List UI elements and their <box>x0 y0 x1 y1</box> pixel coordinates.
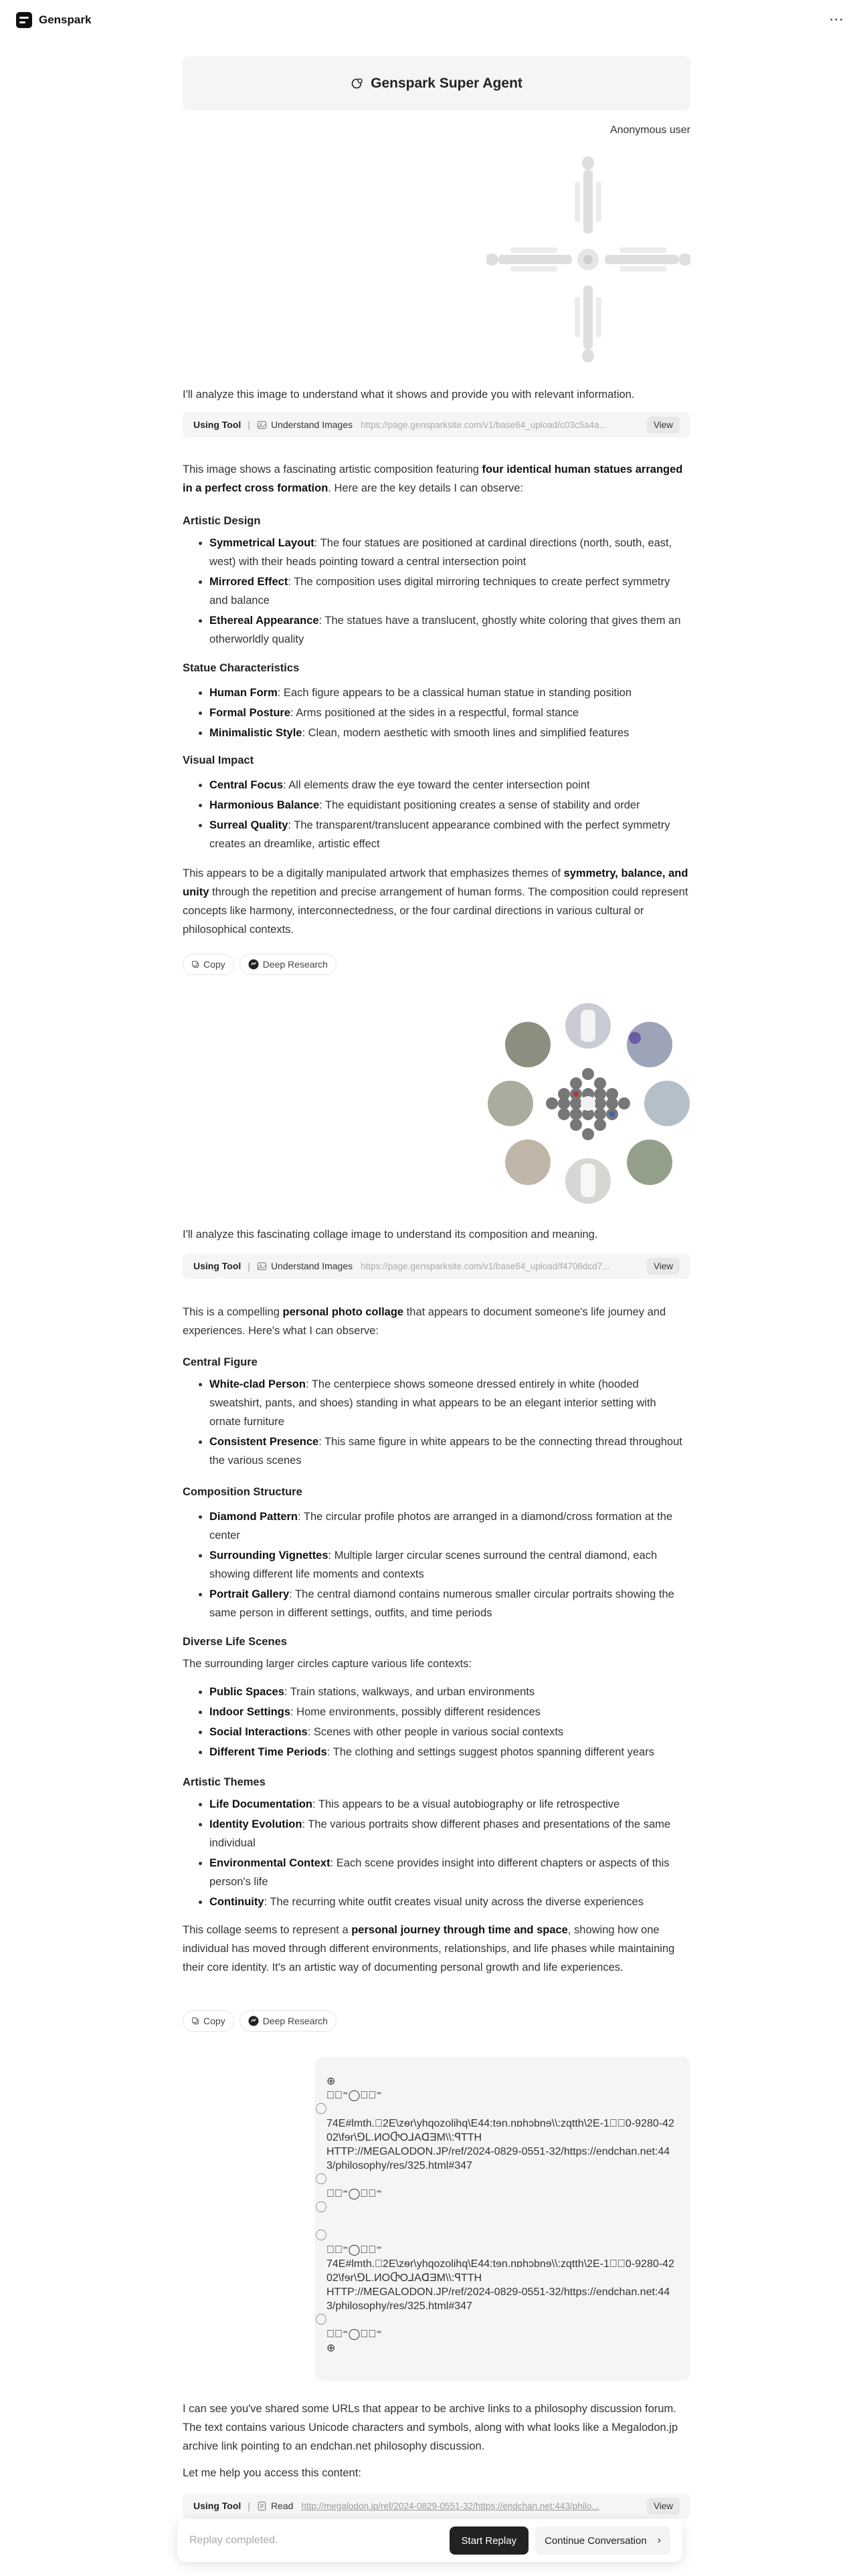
copy-button[interactable] <box>183 2010 234 2032</box>
tool-separator: | <box>248 1261 250 1271</box>
agent-title-card <box>183 56 690 110</box>
tool-name: Understand Images <box>270 1261 353 1271</box>
list-item-term: Central Focus <box>209 779 284 791</box>
deep-research-button[interactable] <box>240 954 337 975</box>
section-intro: The surrounding larger circles capture various life contexts: <box>183 1658 472 1670</box>
bullet-list <box>183 776 690 855</box>
closing-text: through the repetition and precise arrangement of human forms. The composition could represent concepts like harmony, interconnectedness, or the four cardinal directions in various cultural or philosophical contexts. <box>183 886 688 936</box>
list-item <box>209 1795 690 1814</box>
tool-separator: | <box>248 2500 250 2511</box>
list-item-text: : Each figure appears to be a classical human statue in standing position <box>277 687 632 699</box>
section-heading: Central Figure <box>183 1356 258 1368</box>
deep-research-label: Deep Research <box>262 2016 328 2026</box>
list-item <box>209 1893 690 1911</box>
start-replay-label: Start Replay <box>461 2535 517 2547</box>
list-item-term: Different Time Periods <box>209 1746 327 1758</box>
list-item-term: Surreal Quality <box>209 819 288 831</box>
tool-url: https://page.gensparksite.com/v1/base64_upload/f4706dcd7... <box>361 1261 610 1271</box>
list-item-term: Public Spaces <box>209 1686 284 1698</box>
list-item-text: : Scenes with other people in various social contexts <box>307 1726 564 1738</box>
list-item-term: Surrounding Vignettes <box>209 1549 328 1562</box>
list-item-term: Mirrored Effect <box>209 576 288 588</box>
assistant-message-closing <box>183 1921 690 1977</box>
list-item-term: White-clad Person <box>209 1378 306 1390</box>
list-item-term: Diamond Pattern <box>209 1511 298 1523</box>
view-button[interactable]: View <box>647 2498 680 2514</box>
message-actions <box>183 2010 690 2032</box>
assistant-message-lead <box>183 1303 690 1340</box>
deep-research-icon <box>248 2016 259 2026</box>
tool-label: Using Tool <box>193 2500 242 2511</box>
list-item-text: : The clothing and settings suggest photos spanning different years <box>326 1746 654 1758</box>
list-item-term: Identity Evolution <box>209 1818 302 1830</box>
list-item <box>209 1683 690 1701</box>
list-item <box>209 704 690 722</box>
list-item <box>209 1546 690 1584</box>
list-item <box>209 534 690 571</box>
page-title: Genspark Super Agent <box>371 75 522 91</box>
list-item-term: Portrait Gallery <box>209 1588 290 1600</box>
read-page-icon <box>257 2501 267 2511</box>
closing-text: This appears to be a digitally manipulated artwork that emphasizes themes of <box>183 867 564 879</box>
closing-emphasis: personal journey through time and space <box>351 1924 568 1936</box>
continue-conversation-label: Continue Conversation <box>545 2535 647 2547</box>
deep-research-button[interactable] <box>240 2010 337 2032</box>
list-item <box>209 1432 690 1470</box>
list-item <box>209 1507 690 1545</box>
list-item-term: Ethereal Appearance <box>209 615 319 627</box>
list-item <box>209 1375 690 1431</box>
section-heading: Composition Structure <box>183 1486 302 1498</box>
tool-call-row <box>183 412 690 437</box>
shared-image-photo-collage[interactable] <box>486 1003 690 1204</box>
assistant-message-intro: I can see you've shared some URLs that appear to be archive links to a philosophy discussion forum. The text contains various Unicode characters and symbols, along with what looks like a Megalodon.jp archive link pointing to an endchan.net philosophy discussion. <box>183 2403 678 2452</box>
section-heading: Statue Characteristics <box>183 662 300 674</box>
lead-text: that appears to document someone's life journey and experiences. Here's what I can observe: <box>183 1306 666 1337</box>
section-heading: Artistic Themes <box>183 1776 266 1788</box>
bullet-list <box>183 534 690 650</box>
agent-chat-icon <box>351 77 364 90</box>
list-item-text: : The composition uses digital mirroring techniques to create perfect symmetry and balance <box>209 576 670 607</box>
tool-label: Using Tool <box>193 419 242 430</box>
list-item-term: Human Form <box>209 687 278 699</box>
list-item-text: : Train stations, walkways, and urban environments <box>284 1686 535 1698</box>
tool-separator: | <box>248 419 250 430</box>
list-item <box>209 1854 690 1891</box>
view-button[interactable]: View <box>647 417 680 433</box>
lead-text: This image shows a fascinating artistic composition featuring <box>183 463 482 475</box>
tool-call-row <box>183 2493 690 2518</box>
lead-emphasis: personal photo collage <box>282 1306 404 1318</box>
start-replay-button[interactable] <box>450 2527 529 2555</box>
list-item <box>209 724 690 742</box>
list-item-text: : Clean, modern aesthetic with smooth lines and simplified features <box>302 727 630 739</box>
list-item-term: Formal Posture <box>209 707 291 719</box>
list-item <box>209 683 690 702</box>
closing-text: , showing how one individual has moved through different environments, relationships, and life phases while maintaining their core identity. It's an artistic way of documenting personal growth and life experiences. <box>183 1924 675 1973</box>
user-message-bubble: ⊕ ⁼⃝⁼◯⁼⃝⁼ 74E#lmth.⃝2E\zѳr\yhqozolihq\E44:tɘn.nɒhɔbnɘ\\:zqtth\2E-1⃝⃝0-9280-4202\fɘr\⅁L.ИOႧO⅃AᗡƎM\\:ꟼTTH HTTP://MEGALODON.JP/ref/2024-0829-0551-32/https://endchan.net:443/philosophy/res/325.html#347 ⁼⃝⁼◯⁼⃝⁼ ⁼⃝⁼◯⁼⃝⁼ 74E#lmth.⃝2E\zѳr\yhqozolihq\E44:tɘn.nɒhɔbnɘ\\:zqtth\2E-1⃝⃝0-9280-4202\fɘr\⅁L.ИOႧO⅃AᗡƎM\\:ꟼTTH HTTP://MEGALODON.JP/ref/2024-0829-0551-32/https://endchan.net:443/philosophy/res/325.html#347 ⁼⃝⁼◯⁼⃝⁼ ⊕ <box>314 2057 690 2381</box>
copy-label: Copy <box>203 959 225 970</box>
copy-label: Copy <box>203 2016 225 2026</box>
assistant-message-intro: I'll analyze this fascinating collage image to understand its composition and meaning. <box>183 1228 598 1241</box>
list-item-text: : The four statues are positioned at cardinal directions (north, south, east, west) with their heads pointing toward a central intersection point <box>209 537 672 568</box>
list-item-text: : The recurring white outfit creates visual unity across the diverse experiences <box>264 1896 644 1908</box>
view-button[interactable]: View <box>647 1258 680 1275</box>
list-item <box>209 1703 690 1721</box>
list-item-text: : All elements draw the eye toward the center intersection point <box>283 779 590 791</box>
tool-url-link[interactable]: http://megalodon.jp/ref/2024-0829-0551-32/https://endchan.net:443/philo... <box>301 2500 599 2511</box>
replay-bar <box>177 2519 682 2562</box>
closing-emphasis: symmetry, balance, and unity <box>183 867 688 898</box>
copy-button[interactable] <box>183 954 234 975</box>
list-item-term: Social Interactions <box>209 1726 308 1738</box>
bullet-list <box>183 683 690 744</box>
closing-text: This collage seems to represent a <box>183 1924 352 1936</box>
list-item-text: : The transparent/translucent appearance combined with the perfect symmetry creates an dreamlike, artistic effect <box>209 819 670 850</box>
list-item <box>209 611 690 649</box>
deep-research-label: Deep Research <box>262 959 328 970</box>
section-heading: Visual Impact <box>183 754 254 766</box>
list-item-term: Harmonious Balance <box>209 799 320 811</box>
section-heading: Diverse Life Scenes <box>183 1636 287 1648</box>
bullet-list <box>183 1683 690 1763</box>
brand-name[interactable]: Genspark <box>39 13 92 26</box>
list-item-text: : The centerpiece shows someone dressed entirely in white (hooded sweatshirt, pants, and shoes) standing in what appears to be an elegant interior setting with ornate furniture <box>209 1378 656 1428</box>
copy-icon <box>191 2017 199 2025</box>
tool-url: https://page.gensparksite.com/v1/base64_upload/c03c5a4a... <box>361 419 607 430</box>
chevron-right-icon: › <box>657 2535 661 2546</box>
list-item <box>209 816 690 853</box>
tool-name: Understand Images <box>270 419 353 430</box>
list-item <box>209 1815 690 1852</box>
lead-emphasis: four identical human statues arranged in a perfect cross formation <box>183 463 683 494</box>
list-item-text: : This appears to be a visual autobiography or life retrospective <box>312 1798 620 1810</box>
message-actions <box>183 954 690 975</box>
assistant-message-closing <box>183 864 690 939</box>
user-name: Anonymous user <box>609 124 690 136</box>
list-item-text: : This same figure in white appears to be the connecting thread throughout the various scenes <box>209 1436 682 1467</box>
deep-research-icon <box>248 959 259 970</box>
more-horizontal-icon[interactable]: ⋯ <box>829 11 844 27</box>
list-item <box>209 1743 690 1761</box>
list-item-term: Life Documentation <box>209 1798 313 1810</box>
copy-icon <box>191 960 199 968</box>
replay-status: Replay completed. <box>189 2535 278 2546</box>
list-item-text: : The various portraits show different phases and presentations of the same individual <box>209 1818 671 1849</box>
top-bar <box>0 0 859 40</box>
bullet-list <box>183 1507 690 1624</box>
lead-text: This is a compelling <box>183 1306 283 1318</box>
list-item-term: Symmetrical Layout <box>209 537 314 549</box>
bullet-list <box>183 1795 690 1913</box>
list-item-term: Environmental Context <box>209 1857 330 1869</box>
continue-conversation-button[interactable] <box>535 2527 670 2555</box>
shared-image-statue-cross[interactable] <box>486 155 690 364</box>
list-item-text: : The central diamond contains numerous smaller circular portraits showing the same person in different settings, outfits, and time periods <box>209 1588 674 1619</box>
list-item-text: : The statues have a translucent, ghostly white coloring that gives them an otherworldly quality <box>209 615 681 645</box>
list-item-term: Minimalistic Style <box>209 727 302 739</box>
list-item-term: Consistent Presence <box>209 1436 319 1448</box>
assistant-message-intro: I'll analyze this image to understand what it shows and provide you with relevant information. <box>183 389 635 401</box>
list-item-text: : Arms positioned at the sides in a respectful, formal stance <box>290 707 579 719</box>
image-tool-icon <box>257 1261 267 1271</box>
assistant-message-lead <box>183 460 690 498</box>
list-item <box>209 1585 690 1622</box>
tool-name: Read <box>270 2500 294 2511</box>
list-item-text: : Home environments, possibly different residences <box>290 1706 541 1718</box>
bullet-list <box>183 1375 690 1471</box>
list-item-text: : Each scene provides insight into different chapters or aspects of this person's life <box>209 1857 670 1888</box>
list-item-term: Indoor Settings <box>209 1706 290 1718</box>
list-item <box>209 572 690 610</box>
lead-text: . Here are the key details I can observe: <box>328 482 523 494</box>
list-item <box>209 796 690 815</box>
genspark-logo-icon[interactable] <box>16 12 32 28</box>
list-item-text: : Multiple larger circular scenes surround the central diamond, each showing different life moments and contexts <box>209 1549 658 1580</box>
list-item-text: : The equidistant positioning creates a sense of stability and order <box>319 799 640 811</box>
image-tool-icon <box>257 420 267 430</box>
assistant-message-help: Let me help you access this content: <box>183 2467 361 2479</box>
list-item <box>209 1723 690 1741</box>
tool-call-row <box>183 1253 690 1279</box>
list-item <box>209 776 690 794</box>
list-item-text: : The circular profile photos are arranged in a diamond/cross formation at the center <box>209 1511 673 1541</box>
section-heading: Artistic Design <box>183 515 261 527</box>
list-item-term: Continuity <box>209 1896 264 1908</box>
tool-label: Using Tool <box>193 1261 242 1271</box>
